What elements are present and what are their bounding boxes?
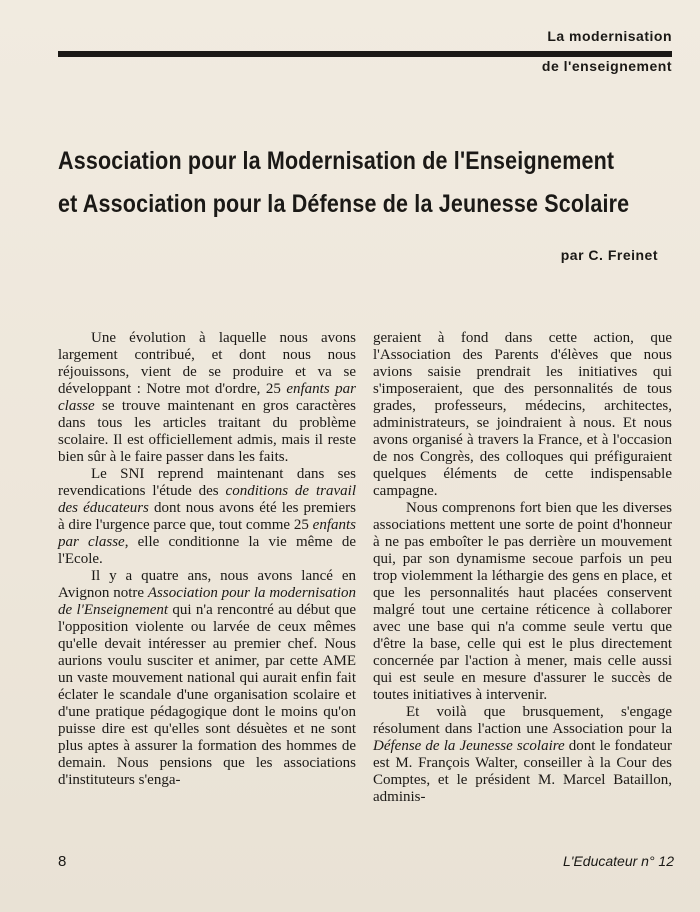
paragraph-text: dont nous avons été les premiers à dire l'urgence parce que, tout comme 25 [58,500,357,533]
page-number: 8 [58,853,67,870]
section-rubric-line1: La modernisation [547,28,672,44]
section-rubric-line2: de l'enseignement [541,58,672,74]
paragraph-italic-text: Défense de la Jeunesse scolaire [373,738,565,754]
article-title-line1: Association pour la Modernisation de l'Enseignement [58,147,615,175]
paragraph-text: geraient à fond dans cette action, que l'Association des Parents d'élèves que nous avions saisie prendrait les initiatives qui s'imposeraient, que des personnalités de tous grades, professeurs, médecins, architectes, administrateurs, se joindraient à nous. Et nous avons organisé à travers la France, et à l'occasion de nos Congrès, des colloques qui préfiguraient quelques éléments de cette indispensable campagne. [373,330,672,499]
paragraph [58,568,356,789]
paragraph-text: Et voilà que brusquement, s'engage résolument dans l'action une Association pour la [373,704,672,737]
left-text-column [58,330,356,789]
paragraph-text: qui n'a rencontré au début que l'opposition violente ou larvée de ceux mêmes qu'elle devait intéresser au premier chef. Nous aurions voulu susciter et animer, par cette AME un vaste mouvement national qui aurait enfin fait éclater le scandale d'une organisation scolaire et d'une pratique pédagogique dont le moins qu'on puisse dire est qu'elles sont désuètes et ne sont plus aptes à assurer la formation des hommes de demain. Nous pensions que les associations d'instituteurs s'enga- [58,602,356,788]
article-byline: par C. Freinet [560,247,658,263]
paragraph [58,466,356,568]
article-title-line2: et Association pour la Défense de la Jeunesse Scolaire [58,190,630,218]
paragraph-text: Nous comprenons fort bien que les diverses associations mettent une sorte de point d'honneur à ne pas emboîter le pas derrière un mouvement qui, par son dynamisme secoue parfois un peu trop violemment la léthargie des gens en place, et que les personnalités haut placées conservent malgré tout une certaine réticence à collaborer avec une base qui n'a comme seule vertu que d'être la base, celle qui est le plus directement concernée par l'action à mener, mais celle aussi qui est seule en mesure d'assurer le succès de toutes initiatives à intervenir. [373,500,672,703]
paragraph-italic-text: enfants par classe [58,517,356,550]
paragraph-text: Le SNI reprend maintenant dans ses revendications l'étude des [58,466,356,499]
paragraph-text: Une évolution à laquelle nous avons largement contribué, et dont nous nous réjouissons, vient de se produire et va se développant : Notre mot d'ordre, 25 [58,330,356,397]
paragraph-italic-text: enfants par classe [58,381,356,414]
journal-issue: L'Educateur n° 12 [562,853,674,869]
paragraph-continued [373,330,672,500]
paragraph-italic-text: Association pour la modernisation de l'Enseignement [58,585,356,618]
paragraph [58,330,356,466]
paragraph [373,704,672,806]
paragraph [373,500,672,704]
paragraph-text: Il y a quatre ans, nous avons lancé en Avignon notre [58,568,356,601]
paragraph-text: , elle conditionne la vie même de l'Ecole. [58,534,356,567]
paragraph-italic-text: conditions de travail des éducateurs [58,483,356,516]
paragraph-text: dont le fondateur est M. François Walter, conseiller à la Cour des Comptes, et le président M. Marcel Bataillon, adminis- [373,738,673,805]
article-title [58,140,630,226]
paragraph-text: se trouve maintenant en gros caractères dans tous les articles traitant du problème scolaire. Il est officiellement admis, mais il reste bien sûr à le faire passer dans les faits. [58,398,356,465]
header-rule [58,51,672,57]
right-text-column [373,330,672,806]
